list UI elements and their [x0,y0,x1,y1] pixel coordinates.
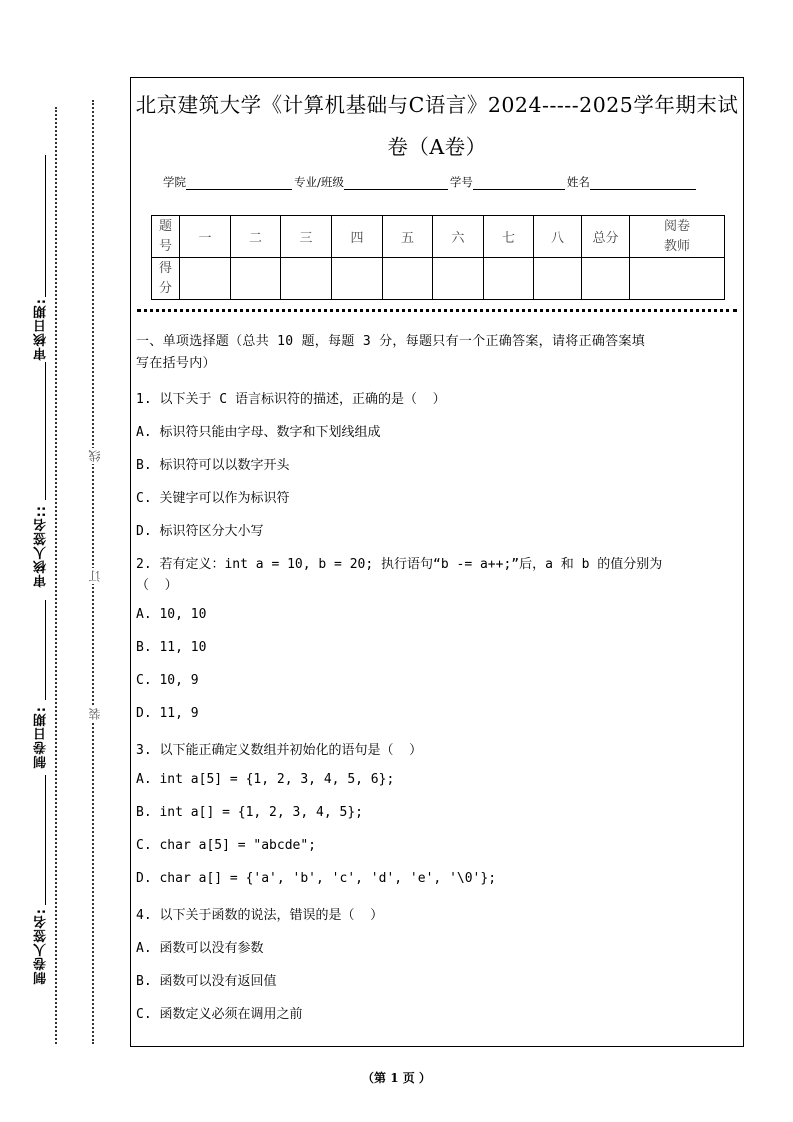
question-option: B. 标识符可以以数字开头 [136,458,290,473]
column-header: 四 [332,216,383,258]
binding-mark-staple: 订 [88,570,102,582]
column-header: 一 [180,216,231,258]
score-cell[interactable] [180,258,231,300]
score-cell[interactable] [433,258,484,300]
exam-title: 北京建筑大学《计算机基础与C语言》2024-----2025学年期末试 [135,93,739,117]
question-option: C. 10, 9 [136,673,199,688]
college-label: 学院 [163,175,186,189]
dotted-cut-line [55,107,57,1044]
binding-mark-bind: 装 [88,708,102,720]
reviewer-signature-label: 审核人签名:: [34,505,49,588]
exam-paper-frame [130,77,744,1047]
question-number-label: 题 号 [152,216,180,258]
question-option: D. 标识符区分大小写 [136,524,264,539]
binding-mark-line: 线 [88,450,102,462]
column-header: 二 [231,216,281,258]
column-header: 六 [433,216,484,258]
reviewer-column-header: 阅卷 教师 [630,216,725,258]
score-cell[interactable] [534,258,582,300]
signature-line [45,155,46,297]
question-stem: 2. 若有定义：int a = 10, b = 20; 执行语句“b -= a++;”后，a 和 b 的值分别为 [136,557,663,572]
name-label: 姓名 [566,175,590,189]
exam-title-cont: 卷（A卷） [387,135,487,159]
column-header: 五 [383,216,433,258]
signature-line [45,775,46,905]
student-id-label: 学号 [449,175,473,189]
column-header: 八 [534,216,582,258]
score-table-header-row [152,216,725,258]
dotted-separator [137,309,737,312]
score-cell[interactable] [281,258,332,300]
reviewer-cell[interactable] [630,258,725,300]
score-cell[interactable] [383,258,433,300]
score-cell[interactable] [332,258,383,300]
question-option: C. char a[5] = "abcde"; [136,838,317,853]
question-stem: 1. 以下关于 C 语言标识符的描述，正确的是（ ） [136,392,446,407]
section-heading: 一、单项选择题（总共 10 题，每题 3 分，每题只有一个正确答案，请将正确答案填 写在括号内） [136,334,646,371]
question-option: C. 函数定义必须在调用之前 [136,1007,303,1022]
major-class-field[interactable] [344,175,448,190]
signature-line [45,600,46,700]
question-option: B. 函数可以没有返回值 [136,974,277,989]
major-class-label: 专业/班级 [294,175,344,189]
question-option: A. 函数可以没有参数 [136,941,264,956]
student-id-field[interactable] [473,175,565,190]
college-field[interactable] [186,175,292,190]
question-option: A. 标识符只能由字母、数字和下划线组成 [136,425,381,440]
score-label: 得 分 [152,258,180,300]
score-cell[interactable] [484,258,534,300]
question-option: D. char a[] = {'a', 'b', 'c', 'd', 'e', '\0'}; [136,871,497,886]
exam-creator-signature-label: 制卷人签名: [34,908,49,985]
exam-creation-date-label: 制卷日期: [34,706,49,769]
question-stem: 3. 以下能正确定义数组并初始化的语句是（ ） [136,743,423,758]
column-header: 总分 [582,216,630,258]
score-cell[interactable] [231,258,281,300]
signature-line [45,362,46,500]
question-option: A. int a[5] = {1, 2, 3, 4, 5, 6}; [136,772,395,787]
score-table [151,215,725,300]
question-option: B. int a[] = {1, 2, 3, 4, 5}; [136,805,363,820]
question-option: D. 11, 9 [136,706,199,721]
question-stem-cont: （ ） [136,578,178,593]
question-stem: 4. 以下关于函数的说法，错误的是（ ） [136,908,384,923]
column-header: 三 [281,216,332,258]
score-table-score-row [152,258,725,300]
column-header: 七 [484,216,534,258]
question-option: C. 关键字可以作为标识符 [136,491,290,506]
page-number: （第 1 页 ） [362,1071,431,1085]
total-score-cell[interactable] [582,258,630,300]
question-option: A. 10, 10 [136,607,207,622]
review-date-label: 审核日期: [34,298,49,361]
name-field[interactable] [590,175,696,190]
student-info [163,174,698,190]
question-option: B. 11, 10 [136,640,207,655]
